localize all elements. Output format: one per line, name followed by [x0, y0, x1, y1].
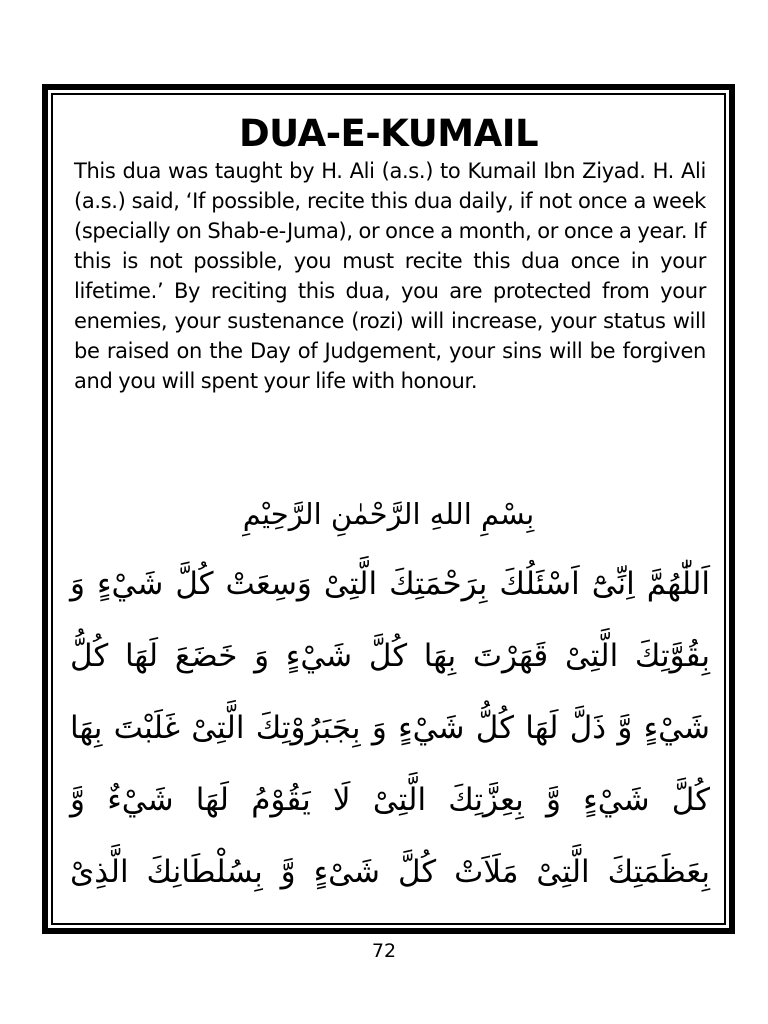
arabic-line-1: اَللّٰهُمَّ اِنِّىْٓ اَسْئَلُكَ بِرَحْمَتِكَ الَّتِىْ وَسِعَتْ كُلَّ شَيْءٍ وَ	[70, 566, 710, 602]
page-title: DUA-E-KUMAIL	[238, 112, 539, 155]
arabic-line-4: كُلَّ شَيْءٍ وَّ بِعِزَّتِكَ الَّتِىْ لَا يَقُوْمُ لَهَا شَيْءٌ وَّ	[70, 782, 710, 818]
page-number: 72	[371, 940, 397, 962]
bismillah-line: بِسْمِ اللهِ الرَّحْمٰنِ الرَّحِيْمِ	[242, 497, 535, 531]
intro-paragraph: This dua was taught by H. Ali (a.s.) to Kumail Ibn Ziyad. H. Ali (a.s.) said, ‘If possible, recite this dua daily, if not once a week (specially on Shab-e-Juma), or once a month, or once a year. If this is not possible, you must recite this dua once in your lifetime.’ By reciting this dua, you are protected from your enemies, your sustenance (rozi) will increase, your status will be raised on the Day of Judgement, your sins will be forgiven and you will spent your life with honour.	[74, 159, 706, 393]
arabic-text-block	[70, 548, 710, 908]
arabic-line-5: بِعَظَمَتِكَ الَّتِىْ مَلَاَتْ كُلَّ شَىْءٍ وَّ بِسُلْطَانِكَ الَّذِىْ	[70, 854, 710, 890]
arabic-line-2: بِقُوَّتِكَ الَّتِىْ قَهَرْتَ بِهَا كُلَّ شَيْءٍ وَ خَضَعَ لَهَا كُلُّ	[70, 638, 710, 674]
arabic-line-3: شَيْءٍ وَّ ذَلَّ لَهَا كُلُّ شَيْءٍ وَ بِجَبَرُوْتِكَ الَّتِىْ غَلَبْتَ بِهَا	[70, 710, 710, 746]
